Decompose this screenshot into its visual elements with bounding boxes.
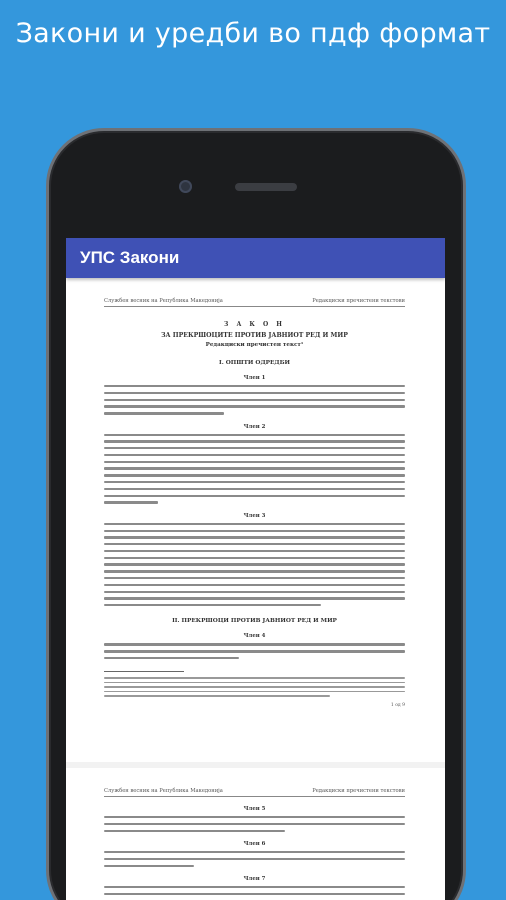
law-word: З А К О Н [224,321,285,328]
running-header-right: Редакциски пречистени текстови [312,298,405,304]
article-heading: Член 6 [243,840,266,847]
footnote-text [104,677,405,697]
article-text [104,643,405,659]
app-title: УПС Закони [80,248,180,267]
article-heading: Член 1 [243,375,266,381]
running-header-left: Службен весник на Република Македонија [104,788,223,794]
running-header [104,768,405,797]
article-text [104,886,405,895]
promo-title: Закони и уредби во пдф формат [15,18,491,49]
article-text [104,816,405,832]
chapter-heading: I. ОПШТИ ОДРЕДБИ [219,360,290,366]
article-heading: Член 7 [243,875,266,882]
phone-screen [66,238,445,900]
footnote-separator [104,671,184,672]
page-number: 1 од 9 [390,703,405,708]
pdf-page-1[interactable] [66,278,445,762]
article-text [104,523,405,607]
running-header-left: Службен весник на Република Македонија [104,298,223,304]
pdf-page-2[interactable] [66,768,445,900]
pdf-viewer[interactable] [66,278,445,900]
running-header [104,278,405,307]
law-title: ЗА ПРЕКРШОЦИТЕ ПРОТИВ ЈАВНИОТ РЕД И МИР [161,332,348,339]
running-header-right: Редакциски пречистени текстови [312,788,405,794]
article-heading: Член 2 [243,423,266,430]
article-heading: Член 5 [243,806,266,812]
article-heading: Член 3 [243,512,266,519]
article-text [104,434,405,504]
article-text [104,385,405,415]
camera-icon [179,180,192,193]
article-text [104,851,405,867]
app-bar [66,238,445,278]
chapter-heading: II. ПРЕКРШОЦИ ПРОТИВ ЈАВНИОТ РЕД И МИР [172,618,337,625]
law-subtitle: Редакциски пречистен текст¹ [205,342,304,348]
article-heading: Член 4 [243,633,266,640]
phone-frame [46,128,466,900]
speaker-grille [235,183,297,191]
